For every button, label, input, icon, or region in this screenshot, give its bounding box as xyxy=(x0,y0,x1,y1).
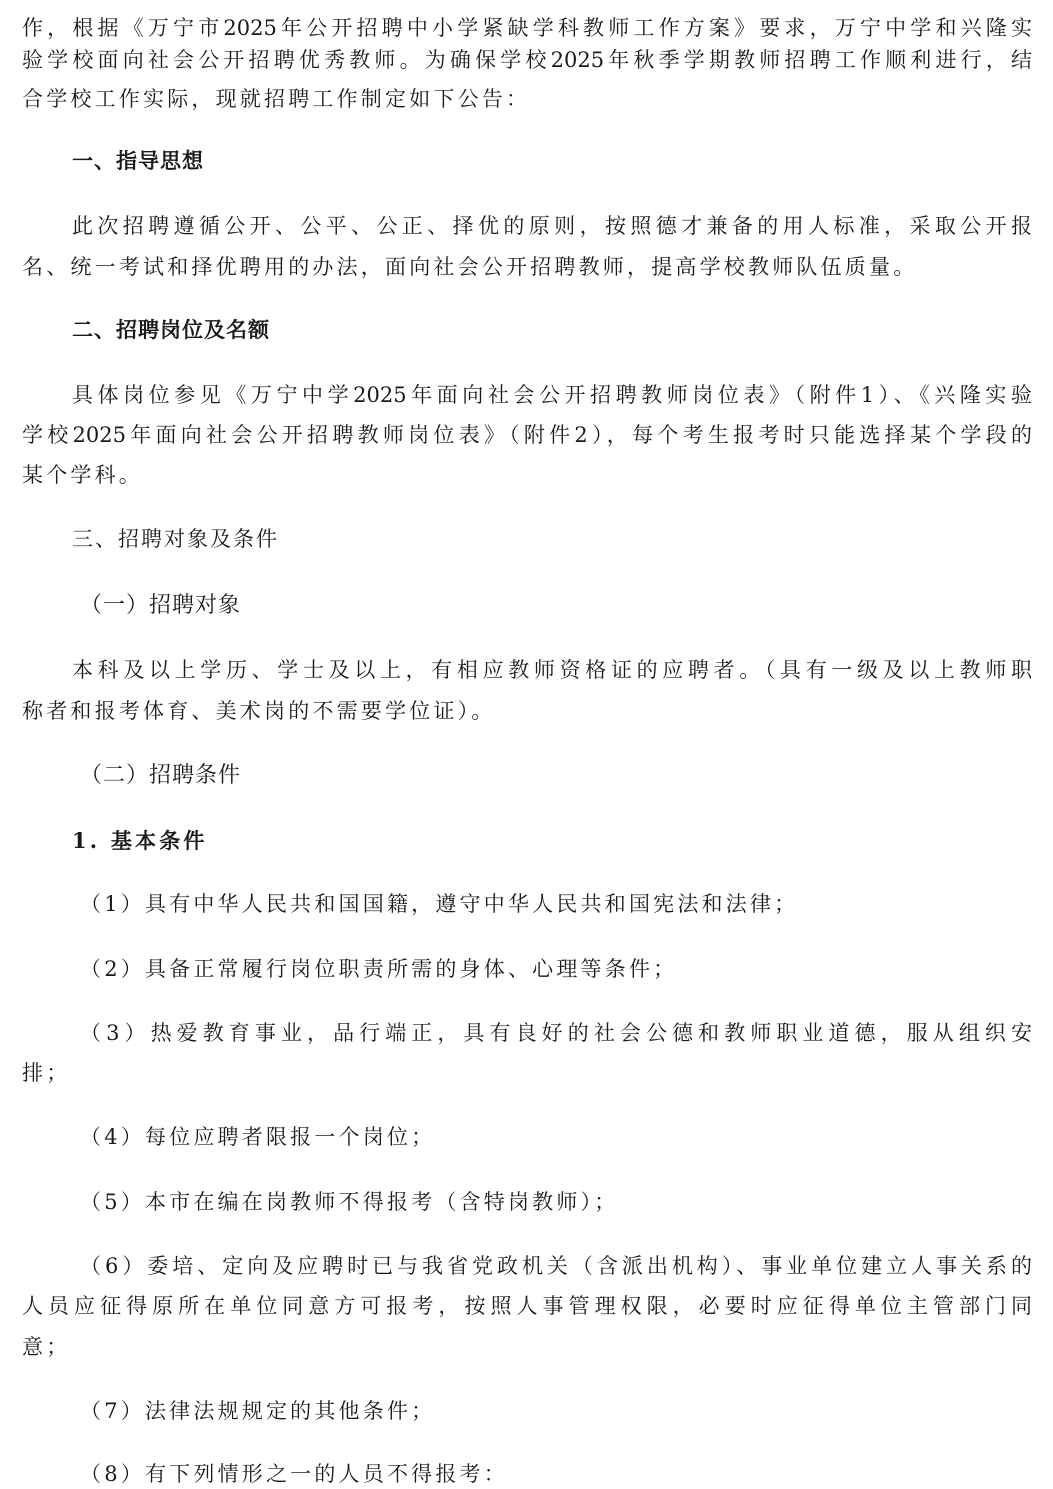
intro-line-2: 验学校面向社会公开招聘优秀教师。为确保学校2025年秋季学期教师招聘工作顺利进行，结 xyxy=(22,48,1032,72)
section2-line-1: 具体岗位参见《万宁中学2025年面向社会公开招聘教师岗位表》（附件1）、《兴隆实验 xyxy=(72,383,1032,407)
condition-item-8: （8）有下列情形之一的人员不得报考： xyxy=(80,1462,508,1486)
condition-item-6: （6）委培、定向及应聘时已与我省党政机关（含派出机构）、事业单位建立人事关系的 xyxy=(80,1254,1032,1278)
condition-item-3-cont: 排； xyxy=(22,1061,71,1085)
section1-line-1: 此次招聘遵循公开、公平、公正、择优的原则，按照德才兼备的用人标准，采取公开报 xyxy=(72,214,1032,238)
condition-item-3: （3）热爱教育事业，品行端正，具有良好的社会公德和教师职业道德，服从组织安 xyxy=(80,1021,1032,1045)
subsection-heading-targets: （一）招聘对象 xyxy=(80,593,242,618)
intro-line-3: 合学校工作实际，现就招聘工作制定如下公告： xyxy=(22,87,531,111)
section-heading-positions: 二、招聘岗位及名额 xyxy=(72,318,270,342)
basic-conditions-heading: 1. 基本条件 xyxy=(72,828,208,853)
sub1-line-2: 称者和报考体育、美术岗的不需要学位证）。 xyxy=(22,699,496,723)
condition-item-2: （2）具备正常履行岗位职责所需的身体、心理等条件； xyxy=(80,957,678,981)
condition-item-4: （4）每位应聘者限报一个岗位； xyxy=(80,1125,436,1149)
condition-item-1: （1）具有中华人民共和国国籍，遵守中华人民共和国宪法和法律； xyxy=(80,892,799,916)
section-heading-guiding-thought: 一、指导思想 xyxy=(72,149,204,173)
sub1-line-1: 本科及以上学历、学士及以上，有相应教师资格证的应聘者。（具有一级及以上教师职 xyxy=(72,658,1032,682)
section2-line-2: 学校2025年面向社会公开招聘教师岗位表》（附件2），每个考生报考时只能选择某个学段的 xyxy=(22,423,1032,447)
condition-item-7: （7）法律法规规定的其他条件； xyxy=(80,1399,436,1423)
section1-line-2: 名、统一考试和择优聘用的办法，面向社会公开招聘教师，提高学校教师队伍质量。 xyxy=(22,255,918,279)
condition-item-5: （5）本市在编在岗教师不得报考（含特岗教师）； xyxy=(80,1190,619,1214)
intro-line-1: 作，根据《万宁市2025年公开招聘中小学紧缺学科教师工作方案》要求，万宁中学和兴隆实 xyxy=(22,16,1032,40)
condition-item-6-cont-2: 意； xyxy=(22,1335,71,1359)
section-heading-targets-conditions: 三、招聘对象及条件 xyxy=(72,527,279,551)
subsection-heading-conditions: （二）招聘条件 xyxy=(80,763,242,788)
section2-line-3: 某个学科。 xyxy=(22,463,143,487)
condition-item-6-cont-1: 人员应征得原所在单位同意方可报考，按照人事管理权限，必要时应征得单位主管部门同 xyxy=(22,1294,1032,1318)
